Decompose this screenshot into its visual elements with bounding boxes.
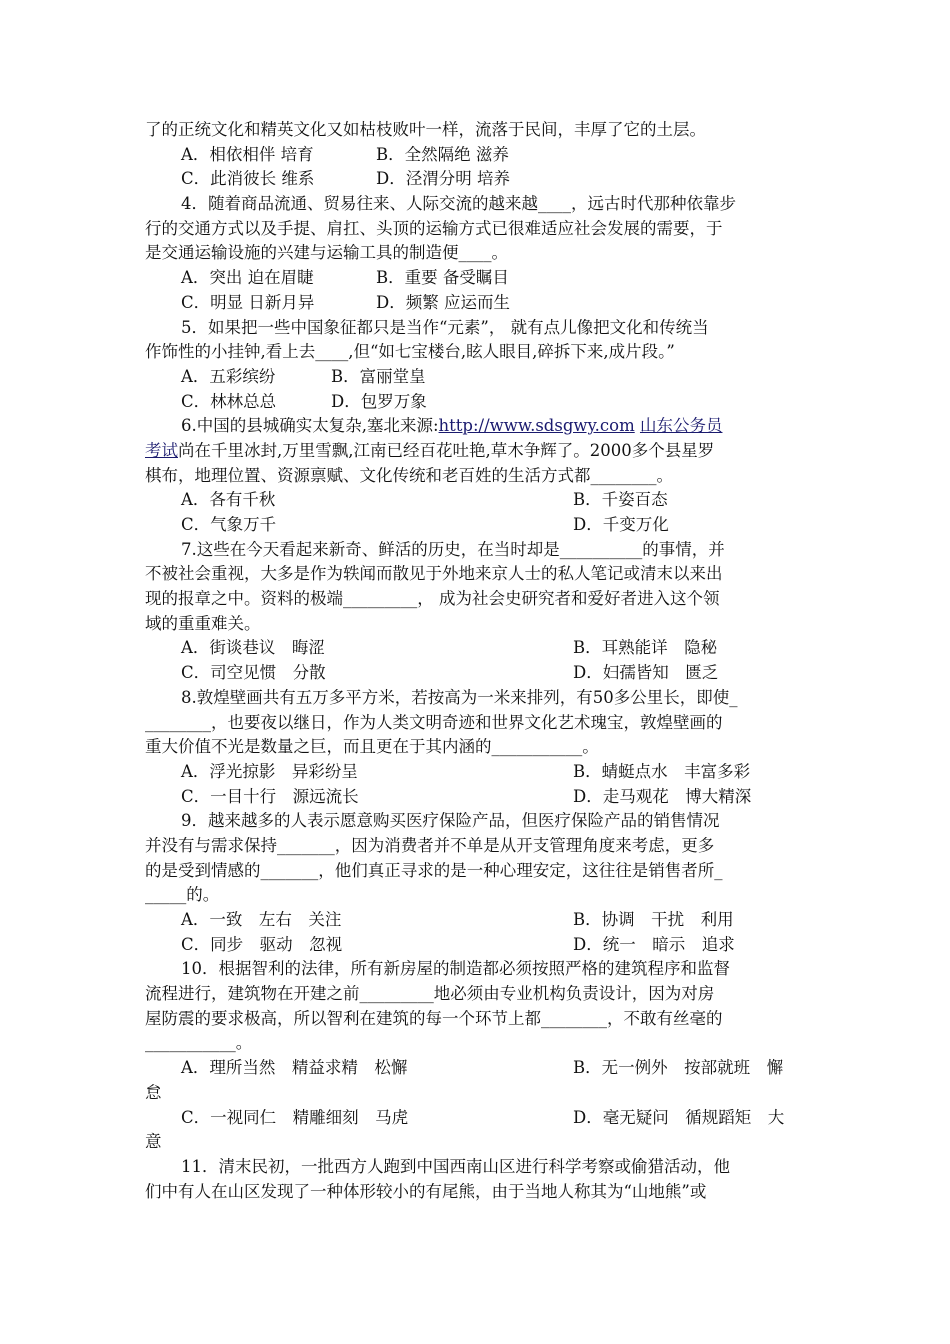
- text-line: 怠: [145, 1082, 162, 1102]
- text-line: 意: [145, 1132, 162, 1152]
- option-d: D．统一 暗示 追求: [573, 934, 735, 954]
- option-b: B．富丽堂皇: [331, 366, 426, 386]
- question-11: 11．清末民初，一批西方人跑到中国西南山区进行科学考察或偷猎活动，他: [181, 1156, 730, 1176]
- text-line: 们中有人在山区发现了一种体形较小的有尾熊，由于当地人称其为“山地熊”或: [145, 1181, 707, 1201]
- option-b: B．耳熟能详 隐秘: [573, 638, 718, 658]
- option-a: A．理所当然 精益求精 松懈: [181, 1058, 408, 1078]
- question-10: 10．根据智利的法律，所有新房屋的制造都必须按照严格的建筑程序和监督: [181, 959, 730, 979]
- option-b: B．千姿百态: [573, 490, 668, 510]
- option-b: B．无一例外 按部就班 懈: [573, 1058, 784, 1078]
- options-row: [145, 1106, 810, 1131]
- options-row: [145, 291, 810, 316]
- text-line: 棋布，地理位置、资源禀赋、文化传统和老百姓的生活方式都________。: [145, 465, 673, 485]
- question-9: 9．越来越多的人表示愿意购买医疗保险产品，但医疗保险产品的销售情况: [181, 811, 720, 831]
- question-6: [145, 414, 810, 439]
- question-7: 7.这些在今天看起来新奇、鲜活的历史，在当时却是__________的事情，并: [181, 539, 725, 559]
- text-line: 作饰性的小挂钟,看上去____,但“如七宝楼台,眩人眼目,碎拆下来,成片段。”: [145, 342, 675, 362]
- text-line: [145, 439, 810, 464]
- options-row: [145, 933, 810, 958]
- option-a: A．一致 左右 关注: [181, 910, 342, 929]
- text-line: 是交通运输设施的兴建与运输工具的制造便____。: [145, 243, 508, 263]
- option-d: D．千变万化: [573, 515, 669, 534]
- text-line: ________，也要夜以继日，作为人类文明奇迹和世界文化艺术瑰宝，敦煌壁画的: [145, 712, 723, 732]
- option-d: D．频繁 应运而生: [376, 292, 510, 312]
- options-row: [145, 143, 810, 168]
- option-a: A．五彩缤纷: [181, 366, 276, 386]
- option-a: A．突出 迫在眉睫: [181, 268, 314, 288]
- options-row: [145, 785, 810, 810]
- option-b: B．协调 干扰 利用: [573, 910, 734, 929]
- question-5: 5．如果把一些中国象征都只是当作“元素”， 就有点儿像把文化和传统当: [181, 317, 709, 337]
- text-line: 流程进行，建筑物在开建之前_________地必须由专业机构负责设计，因为对房: [145, 984, 715, 1004]
- options-row: [145, 390, 810, 415]
- question-8: 8.敦煌壁画共有五万多平方米，若按高为一米来排列，有50多公里长，即使_: [181, 687, 738, 707]
- text-line: 重大价值不光是数量之巨，而且更在于其内涵的___________。: [145, 737, 599, 757]
- options-row: [145, 636, 810, 661]
- source-name-link[interactable]: 山东公务员: [639, 416, 723, 436]
- option-b: B．蜻蜓点水 丰富多彩: [573, 761, 751, 781]
- option-c: C．司空见惯 分散: [181, 663, 326, 683]
- text-line: 屋防震的要求极高，所以智利在建筑的每一个环节上都________，不敢有丝毫的: [145, 1008, 723, 1028]
- text-span: 6.中国的县城确实太复杂,塞北来源:: [181, 416, 439, 436]
- text-line: 并没有与需求保持_______，因为消费者并不单是从开支管理角度来考虑，更多: [145, 835, 715, 855]
- options-row: [145, 908, 810, 933]
- text-line: 现的报章之中。资料的极端_________， 成为社会史研究者和爱好者进入这个领: [145, 589, 720, 609]
- option-c: C．同步 驱动 忽视: [181, 934, 343, 954]
- text-line: _____的。: [145, 885, 220, 905]
- question-4: 4．随着商品流通、贸易往来、人际交流的越来越____，远古时代那种依靠步: [181, 194, 736, 214]
- option-d: D．泾渭分明 培养: [376, 169, 510, 189]
- option-a: A．相依相伴 培育: [181, 144, 314, 164]
- options-row: [145, 365, 810, 390]
- option-d: D．包罗万象: [331, 391, 427, 411]
- document-page: [145, 118, 810, 1204]
- option-d: D．妇孺皆知 匮乏: [573, 663, 719, 683]
- text-line: 不被社会重视，大多是作为轶闻而散见于外地来京人士的私人笔记或清末以来出: [145, 564, 723, 584]
- option-c: C．一目十行 源远流长: [181, 786, 359, 806]
- text-line: 的是受到情感的_______，他们真正寻求的是一种心理安定，这往往是销售者所_: [145, 860, 723, 880]
- option-c: C．一视同仁 精雕细刻 马虎: [181, 1107, 409, 1127]
- options-row: [145, 760, 810, 785]
- text-line: 行的交通方式以及手提、肩扛、头顶的运输方式已很难适应社会发展的需要，于: [145, 218, 723, 238]
- option-b: B．重要 备受瞩目: [376, 268, 509, 288]
- options-row: [145, 661, 810, 686]
- option-c: C．此消彼长 维系: [181, 169, 315, 189]
- option-c: C．明显 日新月异: [181, 292, 315, 312]
- text-line: 了的正统文化和精英文化又如枯枝败叶一样，流落于民间，丰厚了它的土层。: [145, 120, 706, 139]
- option-a: A．浮光掠影 异彩纷呈: [181, 761, 358, 781]
- source-url-link[interactable]: http://www.sdsgwy.com: [438, 416, 635, 436]
- options-row: [145, 1056, 810, 1081]
- options-row: [145, 513, 810, 538]
- option-a: A．各有千秋: [181, 490, 276, 510]
- text-line: ___________。: [145, 1033, 253, 1053]
- text-line: 域的重重难关。: [145, 613, 261, 633]
- option-d: D．走马观花 博大精深: [573, 786, 752, 806]
- option-b: B．全然隔绝 滋养: [376, 144, 509, 164]
- option-a: A．街谈巷议 晦涩: [181, 638, 325, 658]
- option-c: C．气象万千: [181, 515, 277, 534]
- option-d: D．毫无疑问 循规蹈矩 大: [573, 1107, 785, 1127]
- options-row: [145, 167, 810, 192]
- option-c: C．林林总总: [181, 391, 277, 411]
- options-row: [145, 488, 810, 513]
- options-row: [145, 266, 810, 291]
- text-span: 尚在千里冰封,万里雪飘,江南已经百花吐艳,草木争辉了。2000多个县星罗: [178, 440, 715, 460]
- source-name-link-cont[interactable]: 考试: [145, 440, 178, 460]
